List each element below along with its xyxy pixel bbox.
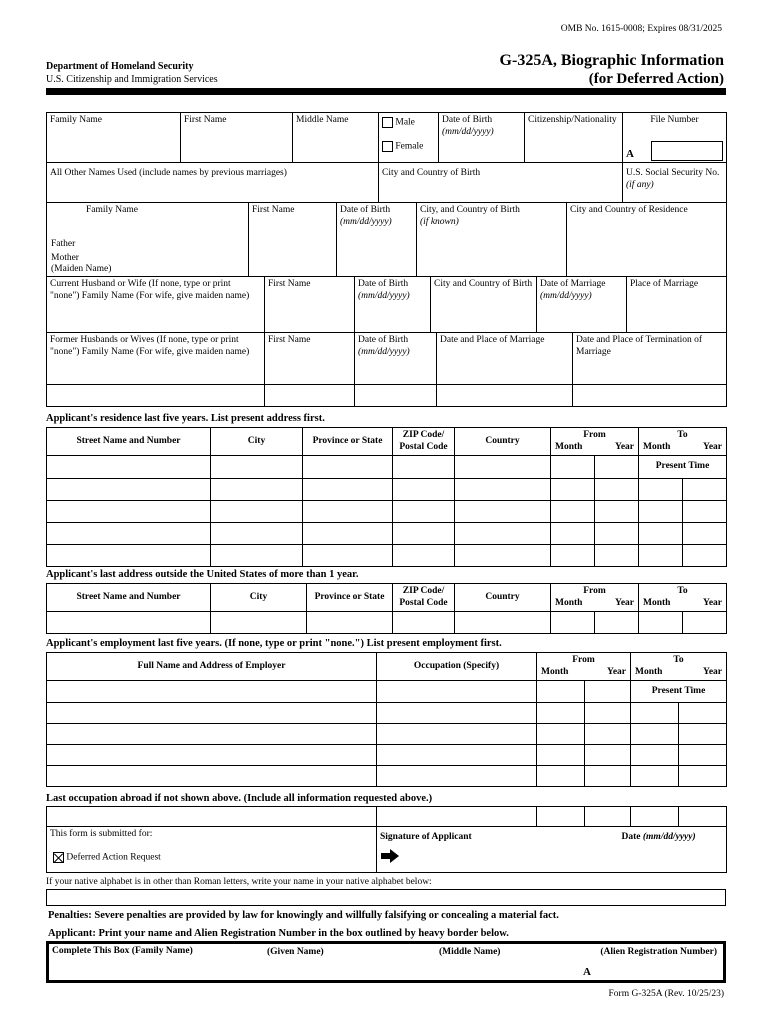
residence-cell[interactable] bbox=[683, 545, 727, 567]
deferred-action-checkbox[interactable] bbox=[53, 852, 64, 863]
residence-cell[interactable] bbox=[303, 479, 393, 501]
spouse-dob-label: Date of Birth bbox=[358, 279, 409, 289]
residence-cell[interactable] bbox=[551, 545, 595, 567]
residence-cell[interactable] bbox=[639, 545, 683, 567]
former-dob-field[interactable] bbox=[355, 333, 437, 385]
former-row-cell[interactable] bbox=[265, 385, 355, 407]
dob-format: (mm/dd/yyyy) bbox=[442, 126, 494, 137]
employment-cell[interactable] bbox=[585, 766, 631, 787]
col-country: Country bbox=[455, 428, 551, 456]
residence-cell[interactable] bbox=[303, 545, 393, 567]
form-title: G-325A, Biographic Information bbox=[499, 52, 724, 69]
col-to bbox=[631, 653, 727, 681]
submitted-for-cell bbox=[47, 827, 377, 873]
col-zip: ZIP Code/ Postal Code bbox=[393, 584, 455, 612]
parent-dob-format: (mm/dd/yyyy) bbox=[340, 216, 392, 227]
abroad-cell[interactable] bbox=[393, 612, 455, 634]
ssn-field[interactable] bbox=[623, 163, 727, 203]
col-city: City bbox=[211, 584, 307, 612]
other-names-field[interactable] bbox=[47, 163, 379, 203]
family-name-field[interactable] bbox=[47, 113, 181, 163]
from-label: From bbox=[583, 586, 606, 596]
other-names-label: All Other Names Used (include names by previous marriages) bbox=[50, 168, 287, 178]
parent-family-name-cell bbox=[47, 203, 249, 277]
residence-cell[interactable] bbox=[551, 501, 595, 523]
submitted-for-label: This form is submitted for: bbox=[50, 829, 153, 839]
residence-table bbox=[46, 427, 727, 567]
sex-cell bbox=[379, 113, 439, 163]
former-spouse-table bbox=[46, 332, 727, 407]
residence-cell[interactable] bbox=[47, 545, 211, 567]
employment-cell[interactable] bbox=[377, 766, 537, 787]
residence-cell[interactable] bbox=[551, 456, 595, 479]
signature-field[interactable] bbox=[377, 827, 619, 873]
last-occupation-cell[interactable] bbox=[585, 807, 631, 827]
last-occupation-title: Last occupation abroad if not shown above. (Include all information requested above.) bbox=[46, 793, 433, 804]
abroad-cell[interactable] bbox=[211, 612, 307, 634]
col-street: Street Name and Number bbox=[47, 428, 211, 456]
residence-cell[interactable] bbox=[595, 479, 639, 501]
date-field[interactable] bbox=[619, 827, 727, 873]
to-label: To bbox=[677, 430, 688, 440]
complete-family-label: Complete This Box (Family Name) bbox=[52, 946, 193, 956]
employment-cell[interactable] bbox=[585, 703, 631, 724]
female-checkbox[interactable] bbox=[382, 141, 393, 152]
col-country: Country bbox=[455, 584, 551, 612]
form-subtitle: (for Deferred Action) bbox=[588, 71, 724, 87]
complete-this-box[interactable] bbox=[46, 941, 726, 983]
former-termination-field[interactable] bbox=[573, 333, 727, 385]
month-label: Month bbox=[555, 441, 583, 452]
employment-cell[interactable] bbox=[537, 745, 585, 766]
abroad-cell[interactable] bbox=[307, 612, 393, 634]
signature-label: Signature of Applicant bbox=[380, 832, 472, 842]
parent-family-name-label: Family Name bbox=[86, 205, 138, 215]
col-street: Street Name and Number bbox=[47, 584, 211, 612]
deferred-action-label: Deferred Action Request bbox=[66, 852, 161, 863]
agency-name: U.S. Citizenship and Immigration Services bbox=[46, 74, 218, 85]
to-label: To bbox=[677, 586, 688, 596]
spouse-label: Current Husband or Wife (If none, type or print "none") Family Name (For wife, give maiden name) bbox=[50, 279, 250, 301]
col-from bbox=[551, 584, 639, 612]
employment-cell[interactable] bbox=[47, 766, 377, 787]
native-alphabet-input[interactable] bbox=[46, 889, 726, 906]
residence-cell[interactable] bbox=[683, 501, 727, 523]
spouse-family-name-field[interactable] bbox=[47, 277, 265, 333]
mother-label: Mother bbox=[51, 252, 79, 263]
residence-cell[interactable] bbox=[393, 479, 455, 501]
present-time-label: Present Time bbox=[639, 456, 727, 479]
employment-cell[interactable] bbox=[585, 724, 631, 745]
present-time-label: Present Time bbox=[631, 681, 727, 703]
former-row-cell[interactable] bbox=[437, 385, 573, 407]
employment-cell[interactable] bbox=[377, 703, 537, 724]
residence-cell[interactable] bbox=[211, 456, 303, 479]
employment-cell[interactable] bbox=[377, 724, 537, 745]
omb-number: OMB No. 1615-0008; Expires 08/31/2025 bbox=[560, 24, 722, 34]
col-occupation: Occupation (Specify) bbox=[377, 653, 537, 681]
employment-cell[interactable] bbox=[47, 724, 377, 745]
first-name-label: First Name bbox=[184, 115, 227, 125]
residence-cell[interactable] bbox=[551, 479, 595, 501]
former-dob-format: (mm/dd/yyyy) bbox=[358, 346, 410, 357]
family-name-label: Family Name bbox=[50, 115, 102, 125]
complete-middle-label: (Middle Name) bbox=[439, 947, 501, 957]
parent-residence-label: City and Country of Residence bbox=[570, 205, 688, 215]
residence-cell[interactable] bbox=[639, 523, 683, 545]
col-zip: ZIP Code/ Postal Code bbox=[393, 428, 455, 456]
former-family-name-field[interactable] bbox=[47, 333, 265, 385]
citizenship-label: Citizenship/Nationality bbox=[528, 115, 617, 125]
arrow-right-icon bbox=[381, 849, 399, 863]
native-alphabet-label: If your native alphabet is in other than Roman letters, write your name in your native alphabet below: bbox=[46, 877, 432, 887]
residence-cell[interactable] bbox=[455, 456, 551, 479]
residence-cell[interactable] bbox=[455, 523, 551, 545]
place-of-marriage-field[interactable] bbox=[627, 277, 727, 333]
col-province: Province or State bbox=[303, 428, 393, 456]
last-occupation-table bbox=[46, 806, 727, 827]
last-occupation-cell[interactable] bbox=[679, 807, 727, 827]
employment-cell[interactable] bbox=[537, 724, 585, 745]
first-name-field[interactable] bbox=[181, 113, 293, 163]
spouse-birth-field[interactable] bbox=[431, 277, 537, 333]
parent-dob-field[interactable] bbox=[337, 203, 417, 277]
former-dob-label: Date of Birth bbox=[358, 335, 409, 345]
spouse-table bbox=[46, 276, 727, 333]
residence-cell[interactable] bbox=[211, 501, 303, 523]
employment-cell[interactable] bbox=[377, 681, 537, 703]
residence-cell[interactable] bbox=[455, 545, 551, 567]
spouse-dob-format: (mm/dd/yyyy) bbox=[358, 290, 410, 301]
former-termination-label: Date and Place of Termination of Marriage bbox=[576, 335, 703, 357]
residence-cell[interactable] bbox=[303, 456, 393, 479]
submission-table bbox=[46, 826, 727, 873]
spouse-birth-label: City and Country of Birth bbox=[434, 279, 533, 289]
parent-birth-label: City, and Country of Birth bbox=[420, 205, 520, 215]
middle-name-label: Middle Name bbox=[296, 115, 349, 125]
employment-section-title: Applicant's employment last five years. (If none, type or print "none.") List present employment first. bbox=[46, 638, 502, 649]
residence-cell[interactable] bbox=[595, 545, 639, 567]
form-revision: Form G-325A (Rev. 10/25/23) bbox=[608, 989, 724, 999]
residence-cell[interactable] bbox=[211, 523, 303, 545]
date-of-marriage-label: Date of Marriage bbox=[540, 279, 606, 289]
former-marriage-label: Date and Place of Marriage bbox=[440, 335, 545, 345]
month-label: Month bbox=[555, 597, 583, 608]
former-spouse-label: Former Husbands or Wives (If none, type or print "none") Family Name (For wife, give maiden name) bbox=[50, 335, 250, 357]
abroad-cell[interactable] bbox=[639, 612, 683, 634]
year-label: Year bbox=[703, 441, 723, 452]
col-employer: Full Name and Address of Employer bbox=[47, 653, 377, 681]
parent-residence-field[interactable] bbox=[567, 203, 727, 277]
year-label: Year bbox=[703, 597, 723, 608]
ssn-label: U.S. Social Security No. bbox=[626, 168, 720, 178]
former-marriage-field[interactable] bbox=[437, 333, 573, 385]
former-row-cell[interactable] bbox=[355, 385, 437, 407]
residence-cell[interactable] bbox=[455, 479, 551, 501]
last-occupation-cell[interactable] bbox=[377, 807, 537, 827]
employment-cell[interactable] bbox=[377, 745, 537, 766]
year-label: Year bbox=[607, 666, 627, 677]
month-label: Month bbox=[643, 441, 671, 452]
employment-cell[interactable] bbox=[631, 745, 679, 766]
parent-dob-label: Date of Birth bbox=[340, 205, 391, 215]
complete-alien-prefix: A bbox=[583, 966, 591, 978]
dob-label: Date of Birth bbox=[442, 115, 493, 125]
month-label: Month bbox=[643, 597, 671, 608]
female-label: Female bbox=[395, 141, 424, 152]
col-city: City bbox=[211, 428, 303, 456]
abroad-cell[interactable] bbox=[595, 612, 639, 634]
residence-cell[interactable] bbox=[47, 456, 211, 479]
residence-cell[interactable] bbox=[551, 523, 595, 545]
residence-cell[interactable] bbox=[595, 523, 639, 545]
file-number-prefix: A bbox=[626, 147, 634, 160]
abroad-cell[interactable] bbox=[455, 612, 551, 634]
residence-cell[interactable] bbox=[303, 523, 393, 545]
department-name: Department of Homeland Security bbox=[46, 61, 194, 72]
employment-cell[interactable] bbox=[47, 703, 377, 724]
applicant-table bbox=[46, 112, 727, 203]
residence-cell[interactable] bbox=[639, 501, 683, 523]
city-country-birth-field[interactable] bbox=[379, 163, 623, 203]
employment-cell[interactable] bbox=[679, 745, 727, 766]
male-label: Male bbox=[395, 117, 415, 128]
former-first-name-field[interactable] bbox=[265, 333, 355, 385]
residence-cell[interactable] bbox=[393, 456, 455, 479]
middle-name-field[interactable] bbox=[293, 113, 379, 163]
employment-cell[interactable] bbox=[585, 681, 631, 703]
residence-cell[interactable] bbox=[211, 479, 303, 501]
month-label: Month bbox=[541, 666, 569, 677]
month-label: Month bbox=[635, 666, 663, 677]
residence-cell[interactable] bbox=[455, 501, 551, 523]
spouse-dob-field[interactable] bbox=[355, 277, 431, 333]
residence-cell[interactable] bbox=[47, 501, 211, 523]
col-from bbox=[537, 653, 631, 681]
residence-cell[interactable] bbox=[683, 523, 727, 545]
spouse-first-name-field[interactable] bbox=[265, 277, 355, 333]
employment-cell[interactable] bbox=[537, 766, 585, 787]
col-from bbox=[551, 428, 639, 456]
city-country-birth-label: City and Country of Birth bbox=[382, 168, 481, 178]
residence-cell[interactable] bbox=[211, 545, 303, 567]
date-label: Date bbox=[621, 832, 641, 842]
residence-cell[interactable] bbox=[47, 479, 211, 501]
ssn-note: (if any) bbox=[626, 179, 654, 190]
employment-cell[interactable] bbox=[631, 724, 679, 745]
residence-cell[interactable] bbox=[595, 456, 639, 479]
employment-cell[interactable] bbox=[631, 766, 679, 787]
employment-cell[interactable] bbox=[679, 724, 727, 745]
abroad-table bbox=[46, 583, 727, 634]
employment-cell[interactable] bbox=[679, 766, 727, 787]
parent-first-name-field[interactable] bbox=[249, 203, 337, 277]
col-to bbox=[639, 584, 727, 612]
applicant-instruction: Applicant: Print your name and Alien Registration Number in the box outlined by heavy border below. bbox=[48, 928, 509, 939]
employment-cell[interactable] bbox=[631, 703, 679, 724]
residence-section-title: Applicant's residence last five years. List present address first. bbox=[46, 413, 325, 424]
employment-cell[interactable] bbox=[537, 703, 585, 724]
residence-cell[interactable] bbox=[393, 501, 455, 523]
residence-cell[interactable] bbox=[393, 545, 455, 567]
last-occupation-cell[interactable] bbox=[537, 807, 585, 827]
male-checkbox[interactable] bbox=[382, 117, 393, 128]
spouse-first-name-label: First Name bbox=[268, 279, 311, 289]
last-occupation-cell[interactable] bbox=[631, 807, 679, 827]
employment-cell[interactable] bbox=[679, 703, 727, 724]
from-label: From bbox=[572, 655, 595, 665]
employment-cell[interactable] bbox=[537, 681, 585, 703]
residence-cell[interactable] bbox=[683, 479, 727, 501]
residence-cell[interactable] bbox=[303, 501, 393, 523]
to-label: To bbox=[673, 655, 684, 665]
file-number-input[interactable] bbox=[651, 141, 723, 161]
employment-cell[interactable] bbox=[47, 681, 377, 703]
residence-cell[interactable] bbox=[393, 523, 455, 545]
abroad-section-title: Applicant's last address outside the United States of more than 1 year. bbox=[46, 569, 359, 580]
header-rule bbox=[46, 88, 726, 95]
file-number-label: File Number bbox=[650, 115, 699, 125]
year-label: Year bbox=[703, 666, 723, 677]
abroad-cell[interactable] bbox=[551, 612, 595, 634]
col-province: Province or State bbox=[307, 584, 393, 612]
complete-alien-label: (Alien Registration Number) bbox=[600, 947, 717, 957]
year-label: Year bbox=[615, 441, 635, 452]
residence-cell[interactable] bbox=[595, 501, 639, 523]
residence-cell[interactable] bbox=[47, 523, 211, 545]
abroad-cell[interactable] bbox=[683, 612, 727, 634]
last-occupation-cell[interactable] bbox=[47, 807, 377, 827]
parent-first-name-label: First Name bbox=[252, 205, 295, 215]
complete-given-label: (Given Name) bbox=[267, 947, 324, 957]
date-format: (mm/dd/yyyy) bbox=[642, 832, 696, 842]
former-first-name-label: First Name bbox=[268, 335, 311, 345]
former-row-cell[interactable] bbox=[47, 385, 265, 407]
dob-field[interactable] bbox=[439, 113, 525, 163]
employment-table bbox=[46, 652, 727, 787]
residence-cell[interactable] bbox=[639, 479, 683, 501]
abroad-cell[interactable] bbox=[47, 612, 211, 634]
date-of-marriage-format: (mm/dd/yyyy) bbox=[540, 290, 592, 301]
parent-birth-note: (if known) bbox=[420, 216, 459, 227]
from-label: From bbox=[583, 430, 606, 440]
year-label: Year bbox=[615, 597, 635, 608]
date-of-marriage-field[interactable] bbox=[537, 277, 627, 333]
employment-cell[interactable] bbox=[47, 745, 377, 766]
penalties-text: Penalties: Severe penalties are provided by law for knowingly and willfully falsifying or concealing a material fact. bbox=[48, 910, 559, 921]
employment-cell[interactable] bbox=[585, 745, 631, 766]
parent-birth-field[interactable] bbox=[417, 203, 567, 277]
col-to bbox=[639, 428, 727, 456]
place-of-marriage-label: Place of Marriage bbox=[630, 279, 699, 289]
maiden-name-label: (Maiden Name) bbox=[51, 264, 112, 274]
file-number-cell bbox=[623, 113, 727, 163]
citizenship-field[interactable] bbox=[525, 113, 623, 163]
father-label: Father bbox=[51, 239, 76, 249]
parents-table bbox=[46, 202, 727, 277]
former-row-cell[interactable] bbox=[573, 385, 727, 407]
